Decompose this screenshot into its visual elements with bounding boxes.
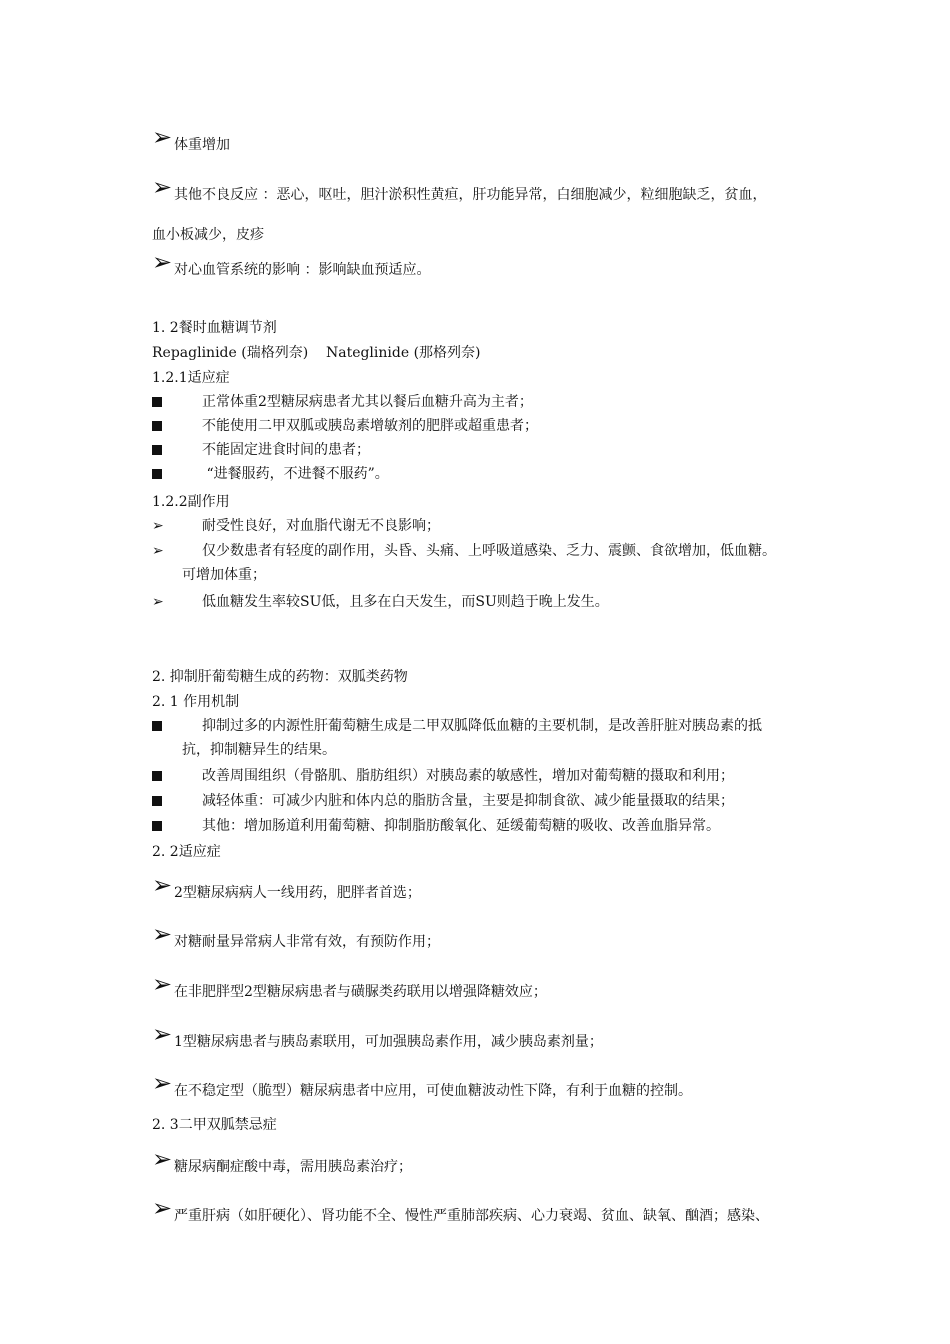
arrow-bullet-icon: ➢ [152, 173, 173, 201]
subsection-heading: 2. 2适应症 [152, 844, 221, 860]
square-bullet-icon [152, 714, 166, 739]
arrow-bullet-icon: ➢ [152, 1069, 173, 1097]
square-bullet-icon [152, 438, 166, 463]
section-heading: 1. 2餐时血糖调节剂 [152, 320, 277, 336]
arrow-bullet-icon: ➢ [152, 543, 164, 559]
subsection-heading: 2. 3二甲双胍禁忌症 [152, 1117, 277, 1133]
square-bullet-icon [152, 789, 166, 814]
subsection-heading: 1.2.2副作用 [152, 494, 230, 510]
subsection-heading: 1.2.1适应症 [152, 370, 230, 386]
square-bullet-icon [152, 814, 166, 839]
arrow-bullet-icon: ➢ [152, 594, 164, 610]
subsection-heading: 2. 1 作用机制 [152, 694, 240, 710]
arrow-bullet-icon: ➢ [152, 1194, 173, 1222]
arrow-bullet-icon: ➢ [152, 1020, 173, 1048]
square-bullet-icon [152, 414, 166, 439]
arrow-bullet-icon: ➢ [152, 518, 164, 534]
square-bullet-icon [152, 390, 166, 415]
arrow-bullet-icon: ➢ [152, 1145, 173, 1173]
arrow-bullet-icon: ➢ [152, 871, 173, 899]
square-bullet-icon [152, 462, 166, 487]
arrow-bullet-icon: ➢ [152, 970, 173, 998]
arrow-bullet-icon: ➢ [152, 920, 173, 948]
arrow-bullet-icon: ➢ [152, 248, 173, 276]
document-page: ➢ 体重增加 ➢ 其他不良反应 ：恶心，呕吐，胆汁淤积性黄疸，肝功能异常，白细胞减少，粒细胞缺乏，贫血， 血小板减少，皮疹 ➢ 对心血管系统的影响 ：影响缺血预适应。 1. 2餐时血糖调节剂 Repaglinide (瑞格列奈) Nateglinide (那格列奈) 1.2.1适应症 正常体重2型糖尿病患者尤其以餐后血糖升高为主者； 不能使用二甲双胍或胰岛素增敏剂的肥胖或超重患者； 不能固定进食时间的患者； “进餐服药，不进餐不服药”。 1.2.2副作用 ➢ 耐受性良好，对血脂代谢无不良影响； ➢ 仅少数患者有轻度的副作用，头昏、头痛、上呼吸道感染、乏力、震颤、食欲增加，低血糖。 可增加体重； ➢ 低血糖发生率较SU低，且多在白天发生，而SU则趋于晚上发生。 2. 抑制肝葡萄糖生成的药物：双胍类药物 2. 1 作用机制 抑制过多的内源性肝葡萄糖生成是二甲双胍降低血糖的主要机制，是改善肝脏对胰岛素的抵 抗，抑制糖异生的结果。 改善周围组织（骨骼肌、脂肪组织）对胰岛素的敏感性，增加对葡萄糖的摄取和利用； 减轻体重：可减少内脏和体内总的脂肪含量，主要是抑制食欲、减少能量摄取的结果； 其他：增加肠道利用葡萄糖、抑制脂肪酸氧化、延缓葡萄糖的吸收、改善血脂异常。 2. 2适应症 ➢ 2型糖尿病病人一线用药，肥胖者首选； ➢ 对糖耐量异常病人非常有效，有预防作用； ➢ 在非肥胖型2型糖尿病患者与磺脲类药联用以增强降糖效应； ➢ 1型糖尿病患者与胰岛素联用，可加强胰岛素作用，减少胰岛素剂量； ➢ 在不稳定型（脆型）糖尿病患者中应用，可使血糖波动性下降，有利于血糖的控制。 2. 3二甲双胍禁忌症 ➢ 糖尿病酮症酸中毒，需用胰岛素治疗； ➢ 严重肝病（如肝硬化）、肾功能不全、慢性严重肺部疾病、心力衰竭、贫血、缺氧、酗酒；感染、 [152, 123, 776, 1224]
square-bullet-icon [152, 764, 166, 789]
section-heading: 2. 抑制肝葡萄糖生成的药物：双胍类药物 [152, 669, 408, 685]
arrow-bullet-icon: ➢ [152, 123, 173, 151]
drug-names: Repaglinide (瑞格列奈) Nateglinide (那格列奈) [152, 345, 481, 361]
